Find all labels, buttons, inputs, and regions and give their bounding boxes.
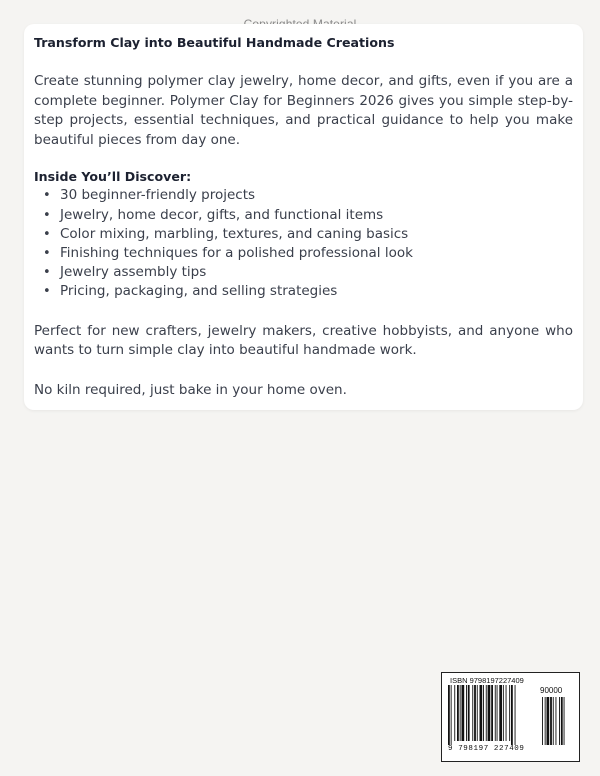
barcode-bars-icon xyxy=(446,685,577,745)
price-code: 90000 xyxy=(540,686,563,695)
list-item xyxy=(34,244,573,263)
description-card xyxy=(24,24,583,410)
headline: Transform Clay into Beautiful Handmade Creations xyxy=(34,35,395,50)
barcode-digits: 9 798197 227409 xyxy=(448,745,525,753)
list-item xyxy=(34,263,573,282)
list-item xyxy=(34,206,573,225)
list-item xyxy=(34,282,573,301)
feature-text: Jewelry assembly tips xyxy=(60,264,207,281)
bullet-icon: • xyxy=(43,284,51,300)
feature-text: Color mixing, marbling, textures, and caning basics xyxy=(60,225,409,242)
intro-paragraph: Create stunning polymer clay jewelry, home decor, and gifts, even if you are a complete beginner. Polymer Clay for Beginners 2026 gives you simple step-by-step projects, essential techniques, and practical guidance to help you make beautiful pieces from day one. xyxy=(34,73,573,148)
feature-text: Jewelry, home decor, gifts, and functional items xyxy=(60,206,384,223)
bullet-icon: • xyxy=(43,245,51,261)
feature-text: 30 beginner-friendly projects xyxy=(60,187,256,204)
feature-list xyxy=(34,186,573,301)
list-item xyxy=(34,186,573,205)
feature-text: Pricing, packaging, and selling strategies xyxy=(60,283,338,300)
list-item xyxy=(34,225,573,244)
isbn-label: ISBN 9798197227409 xyxy=(450,676,524,685)
bullet-icon: • xyxy=(43,226,51,242)
feature-text: Finishing techniques for a polished professional look xyxy=(60,244,413,261)
inside-heading: Inside You’ll Discover: xyxy=(34,169,192,185)
outro-paragraph: Perfect for new crafters, jewelry makers, creative hobbyists, and anyone who wants to turn simple clay into beautiful handmade work. xyxy=(34,322,573,359)
bullet-icon: • xyxy=(43,265,51,281)
closing-line: No kiln required, just bake in your home oven. xyxy=(34,381,347,398)
bullet-icon: • xyxy=(43,188,51,204)
bullet-icon: • xyxy=(43,207,51,223)
isbn-barcode xyxy=(441,672,580,762)
